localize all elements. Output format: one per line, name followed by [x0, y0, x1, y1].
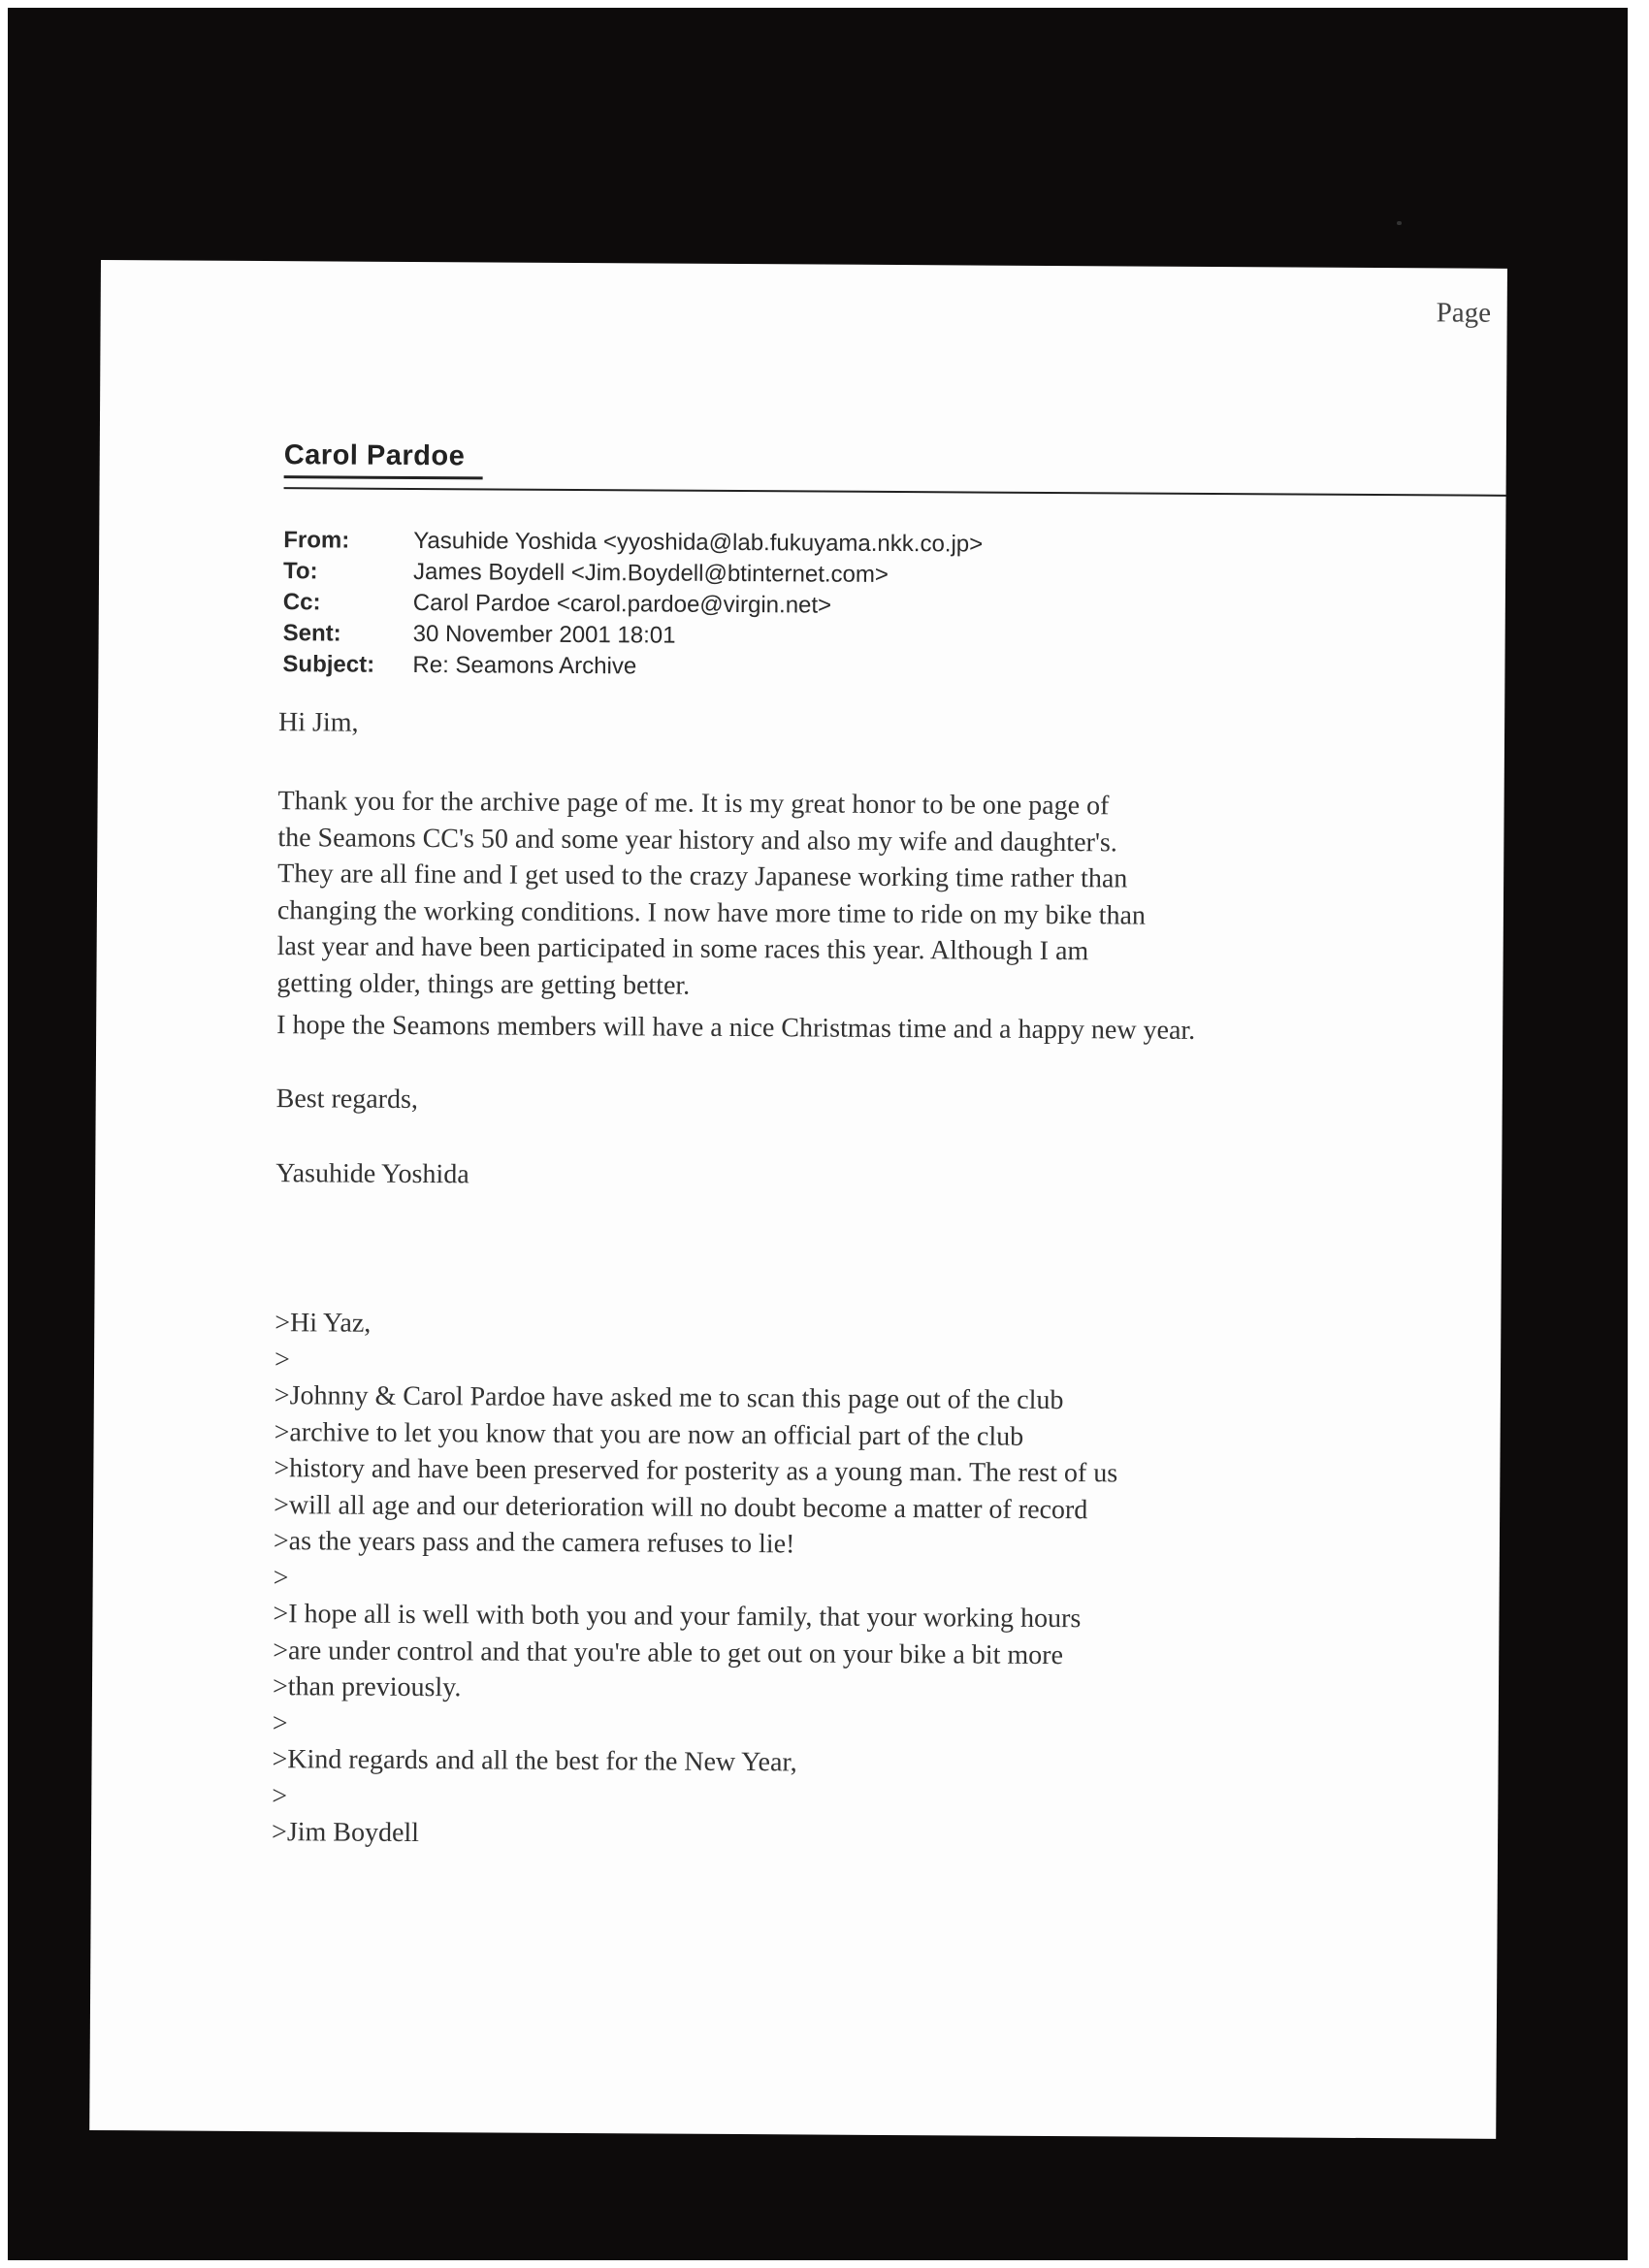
quoted-line: > — [272, 1707, 288, 1738]
signature: Yasuhide Yoshida — [275, 1158, 469, 1190]
quoted-message — [272, 1305, 1118, 1856]
quoted-line: >Hi Yaz, — [275, 1308, 372, 1339]
mailbox-owner-name: Carol Pardoe — [283, 439, 466, 472]
quoted-line: > — [274, 1344, 290, 1375]
quoted-line: >history and have been preserved for posterity as a young man. The rest of us — [274, 1453, 1118, 1489]
quoted-line: >as the years pass and the camera refuses to lie! — [273, 1526, 795, 1560]
quoted-line: >will all age and our deterioration will no doubt become a matter of record — [274, 1489, 1088, 1525]
header-to — [283, 556, 983, 591]
header-key: Cc: — [282, 589, 321, 616]
body-line: They are all fine and I get used to the crazy Japanese working time rather than — [277, 859, 1128, 894]
header-key: To: — [282, 558, 318, 585]
body-paragraph — [276, 783, 1146, 1006]
quoted-line: > — [272, 1780, 288, 1811]
header-value: James Boydell <Jim.Boydell@btinternet.com> — [412, 558, 889, 588]
header-key: Sent: — [282, 620, 341, 647]
quoted-line: >than previously. — [272, 1671, 462, 1703]
header-sent — [283, 618, 983, 653]
header-value: Yasuhide Yoshida <yyoshida@lab.fukuyama.nkk.co.jp> — [413, 527, 984, 558]
quoted-line: >are under control and that you're able to get out on your bike a bit more — [273, 1635, 1064, 1670]
body-paragraph: I hope the Seamons members will have a nice Christmas time and a happy new year. — [276, 1010, 1196, 1046]
header-cc — [283, 587, 983, 622]
header-subject — [282, 649, 982, 684]
quoted-line: >Kind regards and all the best for the New Year, — [272, 1744, 797, 1778]
closing: Best regards, — [275, 1084, 419, 1116]
quoted-line: > — [273, 1562, 289, 1593]
header-value: Carol Pardoe <carol.pardoe@virgin.net> — [412, 589, 832, 619]
body-line: Thank you for the archive page of me. It is my great honor to be one page of — [277, 786, 1110, 822]
quoted-line: >archive to let you know that you are now an official part of the club — [274, 1416, 1024, 1452]
quoted-line: >Jim Boydell — [272, 1817, 420, 1849]
owner-underline — [284, 475, 483, 479]
email-body — [272, 707, 1471, 1849]
header-key: From: — [283, 527, 350, 554]
body-line: changing the working conditions. I now have more time to ride on my bike than — [276, 894, 1147, 931]
header-from — [283, 525, 983, 560]
header-value: 30 November 2001 18:01 — [412, 620, 676, 649]
body-line: the Seamons CC's 50 and some year history and also my wife and daughter's. — [277, 822, 1117, 858]
header-value: Re: Seamons Archive — [412, 651, 637, 680]
header-divider — [284, 487, 1506, 497]
body-line: getting older, things are getting better. — [276, 967, 691, 1001]
greeting: Hi Jim, — [277, 707, 359, 738]
printed-email-sheet — [89, 260, 1507, 2139]
header-key: Subject: — [282, 651, 375, 678]
email-headers — [282, 525, 983, 684]
quoted-line: >Johnny & Carol Pardoe have asked me to scan this page out of the club — [274, 1380, 1064, 1416]
page-marker: Page — [1436, 297, 1492, 329]
quoted-line: >I hope all is well with both you and your family, that your working hours — [273, 1599, 1082, 1635]
scan-speck — [1397, 221, 1402, 225]
body-line: last year and have been participated in some races this year. Although I am — [276, 931, 1089, 967]
